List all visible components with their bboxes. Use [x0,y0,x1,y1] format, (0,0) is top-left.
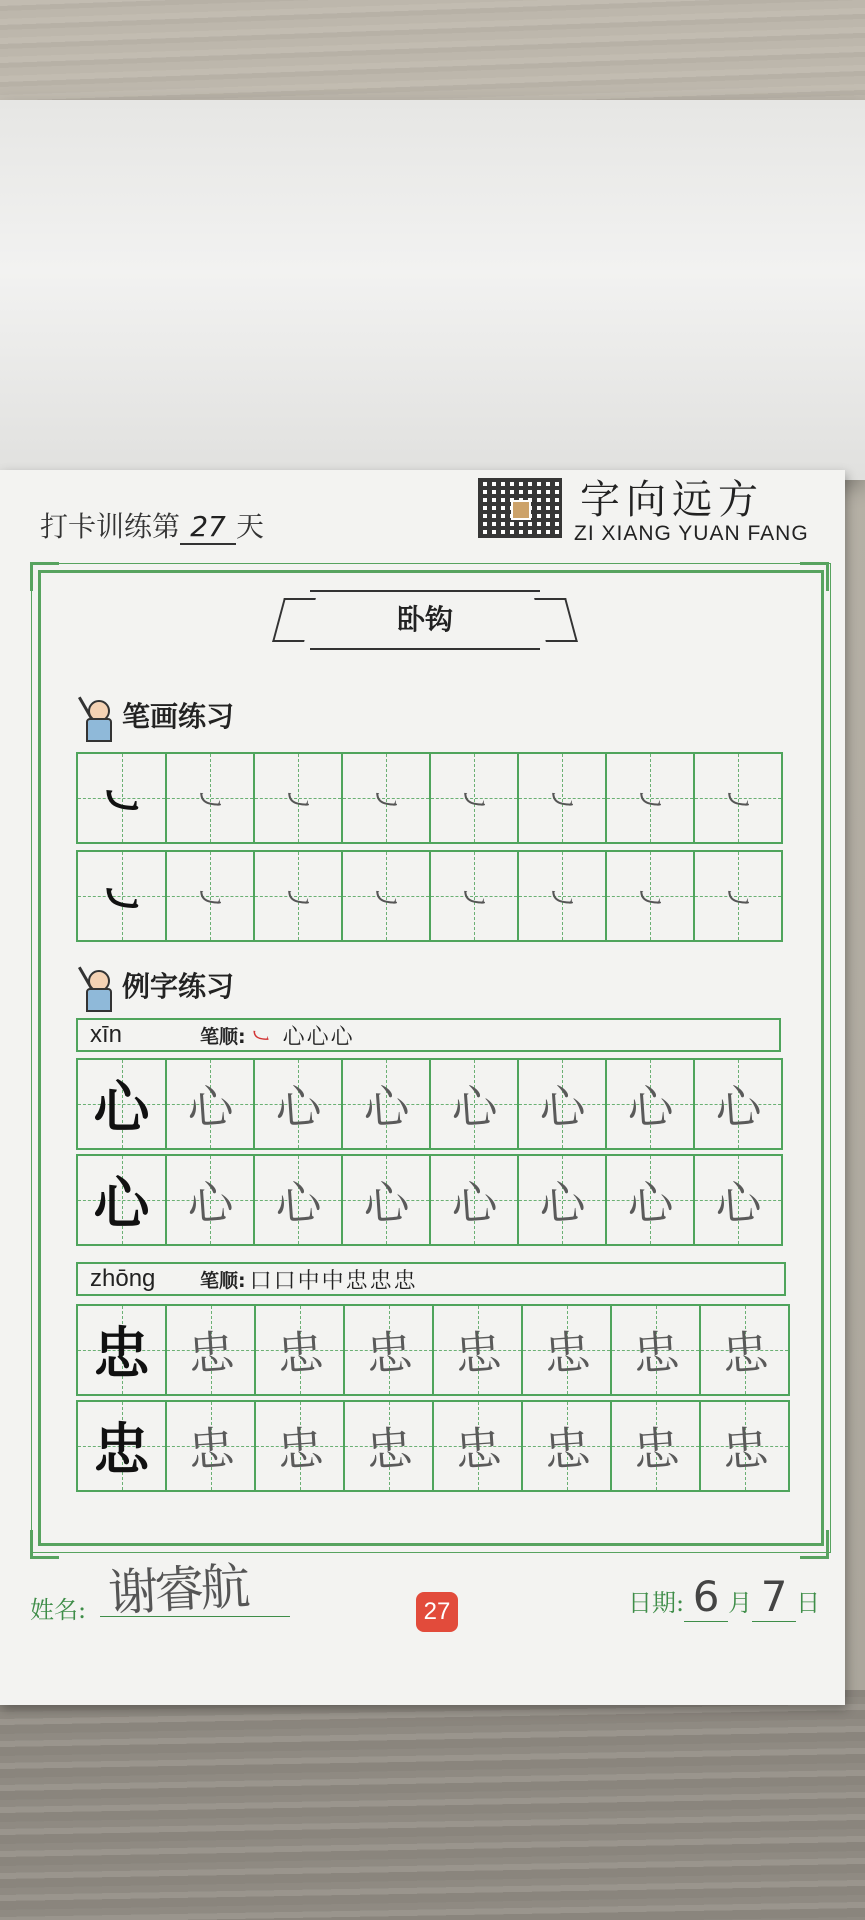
practice-cell[interactable] [699,1400,790,1492]
xin-row-1 [76,1058,781,1150]
practice-cell[interactable] [343,1304,434,1396]
practice-cell[interactable] [693,752,783,844]
practice-cell[interactable] [165,850,255,942]
stroke-section-title: 笔画练习 [122,700,235,733]
date-label: 日期: [628,1589,685,1617]
handwritten-stroke: ㇃ [371,882,401,917]
qr-code-icon [478,478,562,538]
handwritten-char: 忠 [185,1324,236,1382]
stroke-row-1 [76,752,781,844]
handwritten-char: 心 [185,1174,236,1232]
handwritten-stroke: ㇃ [723,784,753,819]
model-char: 忠 [93,1417,150,1483]
practice-cell[interactable] [165,752,255,844]
handwritten-char: 心 [361,1078,412,1136]
model-stroke: ㇃ [99,777,144,828]
handwritten-stroke: ㇃ [547,882,577,917]
handwritten-char: 忠 [363,1324,414,1382]
checkin-suffix: 天 [236,510,265,543]
handwritten-char: 忠 [719,1420,770,1478]
lesson-title-ribbon [310,590,540,650]
example-section-heading [78,965,234,1008]
practice-cell[interactable] [517,1154,607,1246]
model-char: 忠 [93,1321,150,1387]
page-number-badge: 27 [416,1592,458,1632]
handwritten-stroke: ㇃ [283,882,313,917]
practice-cell[interactable] [429,1154,519,1246]
practice-cell[interactable] [699,1304,790,1396]
practice-cell[interactable] [517,1058,607,1150]
practice-cell[interactable] [605,1154,695,1246]
practice-cell[interactable] [610,1400,701,1492]
checkin-prefix: 打卡训练第 [40,510,181,543]
practice-cell[interactable] [341,1154,431,1246]
practice-cell[interactable] [429,752,519,844]
stroke-section-heading [78,695,234,738]
handwritten-stroke: ㇃ [459,882,489,917]
practice-cell[interactable] [610,1304,701,1396]
month-unit: 月 [728,1589,753,1617]
practice-cell[interactable] [165,1304,256,1396]
model-cell [76,850,167,942]
handwritten-char: 忠 [630,1324,681,1382]
stroke-order-rest: 口口中中忠忠忠 [249,1268,418,1294]
handwritten-char: 心 [713,1174,764,1232]
handwritten-char: 忠 [274,1324,325,1382]
handwritten-char: 心 [537,1174,588,1232]
handwritten-stroke: ㇃ [371,784,401,819]
handwritten-char: 忠 [541,1324,592,1382]
handwritten-char: 忠 [630,1420,681,1478]
handwritten-char: 忠 [452,1324,503,1382]
frame-corner [800,1530,829,1559]
frame-corner [30,1530,59,1559]
brand-title: 字向远方 [580,477,764,523]
practice-cell[interactable] [432,1304,523,1396]
example-section-title: 例字练习 [122,970,235,1003]
handwritten-char: 忠 [363,1420,414,1478]
practice-cell[interactable] [693,850,783,942]
handwritten-char: 心 [537,1078,588,1136]
handwritten-char: 心 [713,1078,764,1136]
practice-cell[interactable] [605,752,695,844]
model-cell [76,1154,167,1246]
handwritten-stroke: ㇃ [459,784,489,819]
handwritten-char: 心 [625,1078,676,1136]
checkin-line [40,505,264,545]
practice-cell[interactable] [429,1058,519,1150]
frame-corner [30,562,59,591]
day-unit: 日 [796,1589,821,1617]
pinyin: zhōng [90,1265,156,1292]
practice-cell[interactable] [253,1154,343,1246]
handwritten-char: 忠 [452,1420,503,1478]
curled-previous-page [0,100,865,480]
handwritten-stroke: ㇃ [195,784,225,819]
practice-cell[interactable] [165,1154,255,1246]
practice-cell[interactable] [693,1058,783,1150]
stroke-order [250,1020,355,1051]
practice-cell[interactable] [254,1304,345,1396]
practice-cell[interactable] [253,752,343,844]
practice-cell[interactable] [517,752,607,844]
practice-cell[interactable] [429,850,519,942]
handwritten-stroke: ㇃ [635,784,665,819]
model-cell [76,1058,167,1150]
zhong-row-2 [76,1400,788,1492]
xin-row-2 [76,1154,781,1246]
handwritten-char: 忠 [274,1420,325,1478]
practice-cell[interactable] [343,1400,434,1492]
lesson-title: 卧钩 [396,603,453,636]
practice-cell[interactable] [165,1400,256,1492]
handwritten-char: 忠 [719,1324,770,1382]
zhong-row-1 [76,1304,788,1396]
practice-cell[interactable] [605,850,695,942]
practice-cell[interactable] [254,1400,345,1492]
desk-surface-bottom [0,1690,865,1920]
handwritten-char: 心 [273,1078,324,1136]
practice-cell[interactable] [253,850,343,942]
handwritten-stroke: ㇃ [283,784,313,819]
name-handwritten[interactable]: 谢睿航 [106,1557,248,1623]
month-handwritten[interactable]: 6 [684,1572,728,1622]
handwritten-char: 心 [449,1078,500,1136]
scholar-avatar-icon [78,698,116,738]
practice-cell[interactable] [341,850,431,942]
practice-cell[interactable] [605,1058,695,1150]
pinyin: xīn [90,1021,123,1048]
practice-cell[interactable] [693,1154,783,1246]
stroke-order-label: 笔顺: [200,1269,246,1292]
date-line [628,1572,820,1622]
model-cell [76,1304,167,1396]
stroke-order [250,1264,418,1295]
brand-pinyin: ZI XIANG YUAN FANG [574,522,809,545]
model-cell [76,752,167,844]
scholar-avatar-icon [78,968,116,1008]
practice-cell[interactable] [521,1400,612,1492]
practice-cell[interactable] [521,1304,612,1396]
pinyin-bar-xin [76,1018,781,1052]
handwritten-char: 心 [625,1174,676,1232]
practice-cell[interactable] [517,850,607,942]
handwritten-char: 心 [449,1174,500,1232]
handwritten-stroke: ㇃ [195,882,225,917]
practice-cell[interactable] [165,1058,255,1150]
handwritten-char: 忠 [185,1420,236,1478]
handwritten-char: 心 [185,1078,236,1136]
name-label: 姓名: [30,1596,87,1624]
frame-corner [800,562,829,591]
model-cell [76,1400,167,1492]
day-handwritten[interactable]: 7 [752,1572,796,1622]
model-stroke: ㇃ [99,875,144,926]
handwritten-stroke: ㇃ [723,882,753,917]
stroke-order-first: ㇃ [249,1024,274,1050]
handwritten-char: 心 [273,1174,324,1232]
practice-cell[interactable] [341,752,431,844]
handwritten-char: 心 [361,1174,412,1232]
practice-cell[interactable] [341,1058,431,1150]
stroke-row-2 [76,850,781,942]
stroke-order-label: 笔顺: [200,1025,246,1048]
pinyin-bar-zhong [76,1262,786,1296]
checkin-day: 27 [180,510,236,545]
practice-cell[interactable] [432,1400,523,1492]
handwritten-char: 忠 [541,1420,592,1478]
stroke-order-rest: 心心心 [282,1024,355,1050]
handwritten-stroke: ㇃ [635,882,665,917]
model-char: 心 [93,1171,150,1237]
model-char: 心 [93,1075,150,1141]
handwritten-stroke: ㇃ [547,784,577,819]
practice-cell[interactable] [253,1058,343,1150]
